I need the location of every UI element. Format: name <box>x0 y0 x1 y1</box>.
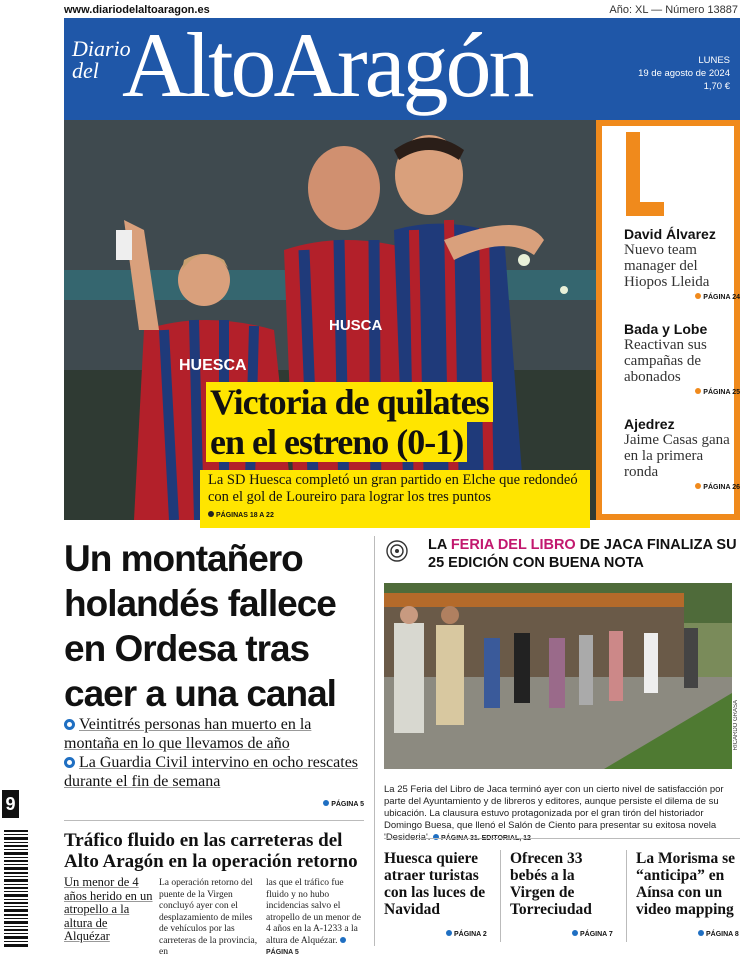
masthead-date: LUNES 19 de agosto de 2024 1,70 € <box>638 55 730 92</box>
svg-text:HUSCA: HUSCA <box>329 317 383 334</box>
cover-subtitle: La SD Huesca completó un gran partido en Elche que redondeó con el gol de Loureiro para lograr los tres puntos PÁGINAS 18 A 22 <box>200 470 590 528</box>
divider <box>384 838 740 839</box>
barcode-icon <box>2 830 30 948</box>
bottom-story[interactable]: La Morisma se “anticipa” en Aínsa con un video mapping <box>636 850 736 918</box>
main-headline[interactable]: Un montañero holandés fallece en Ordesa tras caer a una canal <box>64 538 336 714</box>
traffic-headline[interactable]: Tráfico fluido en las carreteras del Alto Aragón en la operación retorno <box>64 830 358 872</box>
bottom-page-ref: PÁGINA 7 <box>572 930 613 938</box>
traffic-body-col1: La operación retorno del puente de la Virgen concluyó ayer con el desplazamiento de miles de vehículos por las carreteras de la provincia, en <box>159 878 258 957</box>
section-letter-l-icon <box>626 132 666 216</box>
main-bullets: Veintitrés personas han muerto en la montaña en lo que llevamos de año La Guardia Civil intervino en ocho rescates durante el fin de semana PÁGINA 5 <box>64 715 364 814</box>
feria-photo[interactable] <box>384 583 732 769</box>
bullet-ring-icon <box>64 757 75 768</box>
bottom-story[interactable]: Ofrecen 33 bebés a la Virgen de Torreciudad <box>510 850 592 918</box>
book-fair-illustration <box>384 583 732 769</box>
column-divider <box>374 536 375 946</box>
bottom-page-ref: PÁGINA 8 <box>698 930 739 938</box>
traffic-body-col2: las que el tráfico fue fluido y no hubo incidencias salvo el atropello de un menor de 4 años en la A-1233 a la altura de Alquézar. PÁGINA 5 <box>266 878 361 956</box>
feria-headline[interactable]: LA FERIA DEL LIBRO DE JACA FINALIZA SU 25 EDICIÓN CON BUENA NOTA <box>428 537 737 571</box>
column-divider <box>500 850 501 942</box>
main-page-ref: PÁGINA 5 <box>64 795 364 814</box>
website-url[interactable]: www.diariodelaltoaragon.es <box>64 4 210 16</box>
sidebar-item[interactable]: Ajedrez Jaime Casas gana en la primera ronda PÁGINA 26 <box>624 416 740 491</box>
divider <box>64 820 364 821</box>
feria-caption: La 25 Feria del Libro de Jaca terminó ayer con un cierto nivel de satisfacción por parte del Ayuntamiento y de libreros y editores, aunque persiste el dilema de su ubicación. La clausura estuvo protagonizada por el gran tirón del historiador Domingo Buesa, que llenó el Salón de Ciento para presentar su exitosa novela <box>384 784 734 845</box>
sidebar-item[interactable]: Bada y Lobe Reactivan sus campañas de abonados PÁGINA 25 <box>624 321 740 396</box>
sidebar-item[interactable]: David Álvarez Nuevo team manager del Hiopos Lleida PÁGINA 24 <box>624 226 740 301</box>
sports-sidebar <box>596 120 740 520</box>
bottom-page-ref: PÁGINA 2 <box>446 930 487 938</box>
masthead <box>64 14 740 120</box>
section-number: 9 <box>2 790 19 818</box>
bottom-story[interactable]: Huesca quiere atraer turistas con las luces de Navidad <box>384 850 486 918</box>
column-divider <box>626 850 627 942</box>
masthead-diario-del: Diario del <box>72 36 131 83</box>
shirt-text: HUESCA <box>179 357 247 374</box>
issue-number: Año: XL — Número 13887 <box>609 4 738 16</box>
traffic-teaser: Un menor de 4 años herido en un atropello a la altura de Alquézar <box>64 875 153 943</box>
cover-page-ref: PÁGINAS 18 A 22 <box>208 507 582 524</box>
bullet-ring-icon <box>64 719 75 730</box>
masthead-title: AltoAragón <box>122 14 532 116</box>
cover-headline[interactable]: Victoria de quilates en el estreno (0-1) <box>200 382 590 462</box>
photo-credit: RICARDO GRASA <box>733 700 739 751</box>
camera-lens-icon <box>386 540 408 562</box>
